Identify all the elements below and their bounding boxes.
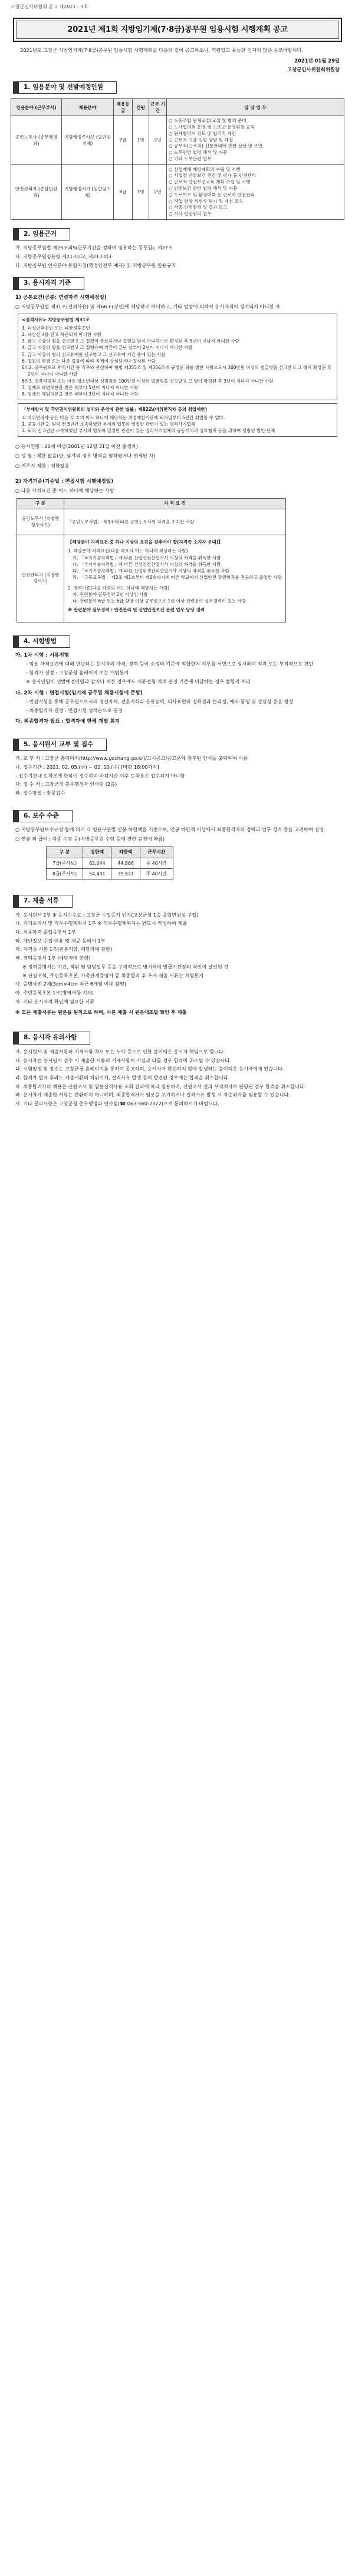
criteria-line: 【해당분야 자격요건 중 하나 이상의 요건을 갖추어야 함(자격증 소지자 우대)】: [68, 539, 223, 545]
gender-requirement: ○ 성 별 : 제한 없음(단, 남자의 경우 병역을 필하였거나 면제된 자): [15, 453, 156, 459]
criteria-line: 나. 관련분야 6급 또는 6급 상당 이상 공무원으로 1년 이상 관련분야 실무경력이 있는 사람: [73, 598, 246, 604]
list-item: 6의2. 공무원으로 재직기간 중 직무와 관련하여 형법 제355조 및 제356조에 규정된 죄를 범한 사람으로서 300만원 이상의 벌금형을 선고받고 그 형이 확정된 후 2년이 지나지 아니한 사람: [22, 365, 332, 377]
title-frame: [13, 18, 342, 42]
subsection-title: 2) 자격기준(기준일 : 면접시험 시행예정일): [15, 478, 113, 485]
duty-item: ○ 노무관련 법령 해석 및 자문: [169, 150, 228, 156]
column-header: 구 분: [17, 499, 64, 509]
section-application: [11, 739, 344, 797]
position-period: 2년: [149, 164, 167, 219]
criteria-line: 1. 해당분야 자격요건(다음 각호의 어느 하나에 해당하는 사람): [68, 548, 188, 554]
duties-list: [169, 118, 342, 162]
section-heading: 8. 응시자 유의사항: [13, 1032, 90, 1044]
residence-requirement: ○ 거주지 제한 : 제한없음: [15, 462, 70, 469]
list-item: 나. 접수기간 : 2021. 02. 05.(금) ~ 02. 10.(수) [마감 18:00까지]: [15, 763, 159, 770]
list-note: - 접수기간내 도착분에 한하여 접수하며 마감시간 이후 도착분은 접수하지 아니함: [15, 772, 185, 779]
duty-item: ○ 노동조합 단체교섭(교섭 및 협의 준비: [169, 118, 246, 124]
positions-table: [11, 98, 344, 220]
duty-item: ○ 기타 노무관련 업무: [169, 156, 212, 162]
duty-item: ○ 사업장 안전보건 점검 및 평가 등 안전관리: [169, 173, 257, 179]
pay-body: [47, 858, 173, 879]
criteria-table: [17, 498, 286, 622]
list-item: - 면접시험을 통해 공무원으로서의 정신자세, 전문지식과 응용능력, 의사표현의 정확성과 논리성, 예의·품행 및 성실성 등을 평정: [26, 699, 294, 704]
list-item: 라. 합격자 발표 후라도 제출서류의 허위기재, 결격사유 발생 등이 발견된 경우에는 합격을 취소합니다.: [15, 1074, 230, 1081]
column-header: 자 격 요 건: [64, 499, 286, 509]
positions-body: [11, 116, 344, 220]
criteria-line: 가. 「국가기술자격법」에 따른 산업안전산업기사 이상의 자격을 취득한 사람: [73, 555, 221, 561]
list-item: ※ 신원조회, 주민등록초본, 가족관계증명서 등 최종합격 후 추가 제출 서류는 개별통지: [22, 972, 204, 979]
position-grade: 7급: [114, 116, 133, 164]
criteria-content: [64, 535, 286, 622]
duty-item: ○ 노사협의회 운영 및 노조교·운영위원 교육: [169, 124, 255, 130]
list-item: 다. 최종학력 졸업증명서 1부: [15, 929, 76, 935]
duty-item: ○ 산업재해 예방계획의 수립 및 시행: [169, 166, 241, 172]
notice-title: 2021년 제1회 지방임기제(7·8급)공무원 임용시험 시행계획 공고: [67, 25, 288, 34]
criteria-note: ○ 다음 자격요건 중 어느 하나에 해당하는 사람: [15, 487, 114, 494]
position-duties: [167, 116, 344, 164]
column-header: 근무시간: [140, 847, 173, 858]
section-heading: 5. 응시원서 교부 및 접수: [13, 739, 107, 751]
pay-cell: 54,431: [83, 868, 111, 879]
list-item: 5. 금고 이상의 형의 선고유예를 선고받고 그 선고유예 기간 중에 있는 사람: [22, 351, 166, 357]
basis-list: [11, 244, 344, 269]
duty-item: ○ 공무직(근로자) 신분관리에 관한 상담 및 조언: [169, 143, 263, 149]
table-header-row: [47, 847, 173, 858]
list-item: 8. 징계로 해임처분을 받은 때부터 3년이 지나지 아니한 사람: [22, 391, 139, 397]
section-heading: 1. 임용분야 및 선발예정인원: [13, 81, 117, 94]
column-header: 담 당 업 무: [167, 99, 344, 116]
age-requirement: ○ 응시연령 : 20세 이상(2001년 12월 31일 이전 출생자): [15, 443, 138, 450]
title-box: [16, 21, 339, 39]
position-grade: 8급: [114, 164, 133, 219]
position-count: 1명: [133, 116, 149, 164]
pay-table: [46, 846, 173, 879]
criteria-label: 공인노무사 (지방행정주사보): [17, 509, 64, 535]
pay-cell: 39,827: [111, 868, 140, 879]
table-header-row: [17, 499, 286, 509]
criteria-line: 라. 「고등교육법」 제2조 제1호부터 제6호까지에 따른 학교에서 산업안전 관련학과를 전공하고 졸업한 사람: [73, 575, 282, 581]
criteria-line: 가. 관련분야 근무경력 2년 이상인 사람: [73, 591, 148, 597]
list-item: 6. 법원의 판결 또는 다른 법률에 따라 자격이 상실되거나 정지된 사람: [22, 358, 156, 364]
list-item: 가. 교 부 처 : 고창군 홈페이지(http://www.gochang.go.kr)/고시공고/공고문에 첨부된 양식을 출력하여 사용: [15, 755, 248, 762]
duty-item: ○ 근로자 고충·민원 상담 및 해결: [169, 137, 234, 143]
table-header-row: [11, 99, 344, 116]
list-item: 마. 최종합격자의 채용은 신원조사 및 임용결격사유 조회 결과에 따라 임용하며, 신원조사 결과 부적격자로 판명된 경우 합격을 취소합니다.: [15, 1083, 306, 1089]
list-item: 다. 시험일정 및 장소는 고창군청 홈페이지를 통하여 공고하며, 응시자가 확인하지 않아 발생하는 불이익은 응시자에게 있습니다.: [15, 1066, 284, 1072]
exam-step-details: [21, 698, 344, 714]
pay-cell: 44,866: [111, 858, 140, 868]
list-item: 1. 공공기관 2. 퇴직 전 5년간 소속하였던 부서의 업무와 밀접한 관련이 있는 영리사기업체: [22, 421, 196, 427]
list-item: - 합격자 결정 : 고창군청 홈페이지 또는 개별통지: [26, 670, 129, 676]
duty-item: ○ 도로보수 및 환경미화 등 근로자 안전관리: [169, 192, 255, 197]
column-header: 근무 기간: [149, 99, 167, 116]
intro-text: 2021년도 고창군 지방임기제(7·8급)공무원 임용시험 시행계획을 다음과 같이 공고하오니, 역량있고 유능한 인재의 많은 응모바랍니다.: [20, 47, 304, 53]
table-row: [11, 164, 344, 219]
documents-list: [11, 911, 344, 1006]
list-item: 4. 금고 이상의 형을 선고받고 그 집행유예 기간이 끝난 날부터 2년이 지나지 아니한 사람: [22, 345, 193, 351]
position-duties: [167, 164, 344, 219]
disqualification-list: [22, 325, 333, 398]
list-item: 3. 금고 이상의 형을 선고받고 그 집행이 종료되거나 집행을 받지 아니하기로 확정된 후 5년이 지나지 아니한 사람: [22, 338, 239, 344]
column-header: 인원: [133, 99, 149, 116]
list-item: 바. 응시자가 제출한 서류는 반환하지 아니하며, 최종합격자가 임용을 포기하거나 결격사유 발생 시 차순위자를 임용할 수 있습니다.: [15, 1092, 291, 1098]
pay-cell: 7급(주사보): [47, 858, 83, 868]
pay-cell: 주 40시간: [140, 868, 173, 879]
column-header: 상한액: [83, 847, 111, 858]
list-item: 나. 응시자는 응시원서 접수 시 제출한 서류의 기재사항이 사실과 다를 경우 합격이 취소될 수 있습니다.: [15, 1057, 231, 1063]
criteria-label: 안전관리자 (지방행정서기): [17, 535, 64, 622]
list-item: 마. 자격증 사본 1부(원본지참, 해당자에 한함): [15, 946, 113, 953]
table-row: [17, 509, 286, 535]
list-item: 사. 기타 문의사항은 고창군청 총무행정과 인사팀(☎ 063-560-2322)으로 문의하시기 바랍니다.: [15, 1101, 219, 1107]
position-field: 안전관리자 (종합민원과): [11, 164, 62, 219]
list-item: 가. 응시원서 및 제출서류의 기재사항 착오 또는 누락 등으로 인한 불이익은 응시자 책임으로 합니다.: [15, 1048, 225, 1055]
position-period: 2년: [149, 116, 167, 164]
duty-item: ○ 각종 안전점검 및 결과 보고: [169, 205, 228, 210]
section-heading: 7. 제출 서류: [13, 895, 73, 907]
box-title: 「부패방지 및 국민권익위원회의 설치와 운영에 관한 법률」제82조(비위면직자 등의 취업제한): [22, 407, 207, 413]
notice-number: 고창군인사위원회 공고 제2021 - 3호: [11, 4, 88, 9]
list-item: 다. 접 수 처 : 고창군청 총무행정과 인사팀 (2층): [15, 781, 117, 788]
criteria-line: 「공인노무사법」 제3조에 따른 공인노무사의 자격을 소지한 사람: [67, 519, 195, 525]
employment-restriction-box: [18, 403, 337, 437]
list-item: 나. 자기소개서 및 직무수행계획서 1부 ※ 직무수행계획서는 반드시 작성하여 제출: [15, 920, 188, 927]
column-header: 채용등급: [114, 99, 133, 116]
list-item: 가. 지방공무원법 제25조의5(근무기간을 정하여 임용하는 공무원), 제27조: [15, 245, 173, 251]
duty-item: ○ 단체협약서 검토 및 합리적 제안: [169, 130, 236, 136]
pay-cell: 8급(주사보): [47, 868, 83, 879]
section-qualification: [11, 277, 344, 622]
list-item: 라. 접수방법 : 방문접수: [15, 790, 65, 796]
duty-item: ○ 근로자 안전보건교육 계획 수립 및 시행: [169, 179, 251, 185]
documents-note: ※ 모든 제출서류는 원본을 원칙으로 하며, 사본 제출 시 원본대조필 확인 후 제출: [15, 1009, 187, 1016]
list-item: 3. 퇴직 전 5년간 소속하였던 부서의 업무와 밀접한 관련이 있는 영리사기업체의 공동이익과 상호협력 등을 위하여 설립된 법인·단체: [22, 428, 275, 434]
table-row: [47, 858, 173, 868]
list-item: ※ 응시인원이 선발예정인원과 같거나 적은 경우에도 서류전형 적격 판정 기준에 미달하는 경우 불합격 처리: [26, 678, 251, 684]
section-caution: [11, 1032, 344, 1107]
pay-cell: 주 40시간: [140, 858, 173, 868]
criteria-line: 나. 「국가기술자격법」에 따른 건설안전산업기사 이상의 자격을 취득한 사람: [73, 561, 221, 567]
duty-item: ○ 안전보건 관련 법령 해석 및 자문: [169, 185, 238, 191]
list-item: 7. 징계로 파면처분을 받은 때부터 5년이 지나지 아니한 사람: [22, 384, 139, 390]
list-item: 1. 피성년후견인 또는 피한정후견인: [22, 325, 90, 331]
list-item: 자. 기타 응시자격 확인에 필요한 서류: [15, 998, 95, 1004]
criteria-line: 다. 「국가기술자격법」에 따른 산업위생관리산업기사 이상의 자격을 취득한 사람: [73, 568, 229, 574]
subsection-title: 1) 공통요건(공통: 연령자격 시행예정일): [15, 294, 107, 301]
exam-step-title: 가. 1차 시험 : 서류전형: [15, 652, 70, 658]
exam-step-title: 다. 최종합격자 발표 : 합격자에 한해 개별 통지: [15, 719, 120, 725]
duty-item: ○ 작업 현장 위험성 평가 및 개선 조치: [169, 198, 244, 204]
application-list: [11, 755, 344, 797]
list-item: 6의3. 성폭력범죄 또는 아동·청소년대상 성범죄로 100만원 이상의 벌금형을 선고받고 그 형이 확정된 후 3년이 지나지 아니한 사람: [22, 378, 274, 384]
common-requirement: ○ 지방공무원법 제31조(결격사유) 및 제66조(정년)에 해당하지 아니하고, 기타 법령에 의하여 응시자격이 정지되지 아니한 자: [15, 304, 280, 310]
pay-note: ○ 연봉 외 급여 : 각종 수당 등(지방공무원 수당 등에 관한 규정에 따름): [15, 836, 165, 842]
list-item: - 최종합격자 결정 : 면접시험 성적순으로 결정: [26, 707, 123, 713]
section-heading: 4. 시험방법: [13, 635, 70, 648]
list-item: - 임용 자격요건에 대해 판단하는 응시자의 자격, 경력 등이 소정의 기준에 적합한지 여부를 서면으로 심사하여 적격 또는 부적격으로 판단: [26, 661, 314, 667]
list-item: 라. 개인정보 수집·이용 및 제공 동의서 1부: [15, 937, 106, 944]
section-exam: [11, 635, 344, 726]
section-basis: [11, 228, 344, 269]
list-item: 가. 응시원서 1부 ※ 응시수수료 : 고창군 수입증지 인지(고창군청 1층 종합민원실 구입): [15, 911, 199, 918]
column-header: 구 분: [47, 847, 83, 858]
section-heading: 3. 응시자격 기준: [13, 277, 84, 289]
exam-step-details: [21, 660, 344, 685]
table-row: [11, 116, 344, 164]
pay-description: ○ 지방공무원보수규정 등에 의거 각 임용구분별 연봉 하한액을 기준으로, 연봉 하한액 이상에서 최종합격자의 경력과 업무 성격 등을 고려하여 결정: [15, 826, 324, 833]
list-item: ※ 경력증명서는 기간, 직위 및 담당업무 등을 구체적으로 명시하여 발급기관장의 직인이 날인된 것: [22, 963, 229, 970]
criteria-line: ※ 관련분야 실무경력 : 안전관리 및 산업안전보건 관련 업무 담당 경력: [68, 607, 205, 613]
pay-cell: 62,044: [83, 858, 111, 868]
duty-item: ○ 기타 안전관리 업무: [169, 211, 212, 217]
column-header: 하한액: [111, 847, 140, 858]
criteria-content: [64, 509, 286, 535]
section-positions: [11, 81, 344, 220]
disqualification-box: [18, 314, 337, 400]
duties-list: [169, 167, 342, 218]
notice-date: 2021년 01월 29일: [294, 58, 340, 64]
table-row: [47, 868, 173, 879]
section-heading: 2. 임용근거: [13, 228, 70, 241]
column-header: 채용분야: [62, 99, 114, 116]
notice-organization: 고창군인사위원회위원장: [287, 66, 340, 73]
box-title: <결격사유> 지방공무원법 제31조: [22, 317, 90, 323]
restriction-list: [22, 414, 333, 434]
table-row: [17, 535, 286, 622]
list-item: 나. 지방공무원임용령 제21조의2, 제21조의3: [15, 253, 111, 259]
column-header: 임용분야 (근무부서): [11, 99, 62, 116]
position-count: 1명: [133, 164, 149, 219]
list-item: 사. 증명사진 2매(3cm×4cm 최근 6개월 이내 촬영): [15, 981, 126, 987]
section-pay: [11, 810, 344, 880]
position-field: 공인노무사 (총무행정과): [11, 116, 62, 164]
criteria-line: 2. 경력기준(다음 각호의 어느 하나에 해당하는 사람): [68, 585, 170, 591]
list-item: 2. 파산선고를 받고 복권되지 아니한 사람: [22, 331, 101, 337]
section-documents: [11, 895, 344, 1016]
caution-list: [11, 1048, 344, 1108]
section-heading: 6. 보수 수준: [13, 810, 73, 822]
position-recruit: 지방행정서기 (일반임기제): [62, 164, 114, 219]
list-item: 바. 경력증명서 1부 (해당자에 한함): [15, 955, 91, 961]
list-item: ① 비위면직자 등은 다음 각 호의 어느 하나에 해당하는 취업제한기관에 퇴직일부터 5년간 취업할 수 없다.: [22, 414, 225, 420]
exam-step-title: 나. 2차 시험 : 면접시험(임기제 공무원 채용시험에 준함): [15, 690, 143, 696]
list-item: 다. 지방공무원 인사분야 통합지침(행정안전부 예규) 및 지방공무원 임용규칙: [15, 262, 176, 268]
position-recruit: 지방행정주사보 (일반임기제): [62, 116, 114, 164]
list-item: 아. 주민등록초본 1부(병역사항 기재): [15, 989, 94, 996]
